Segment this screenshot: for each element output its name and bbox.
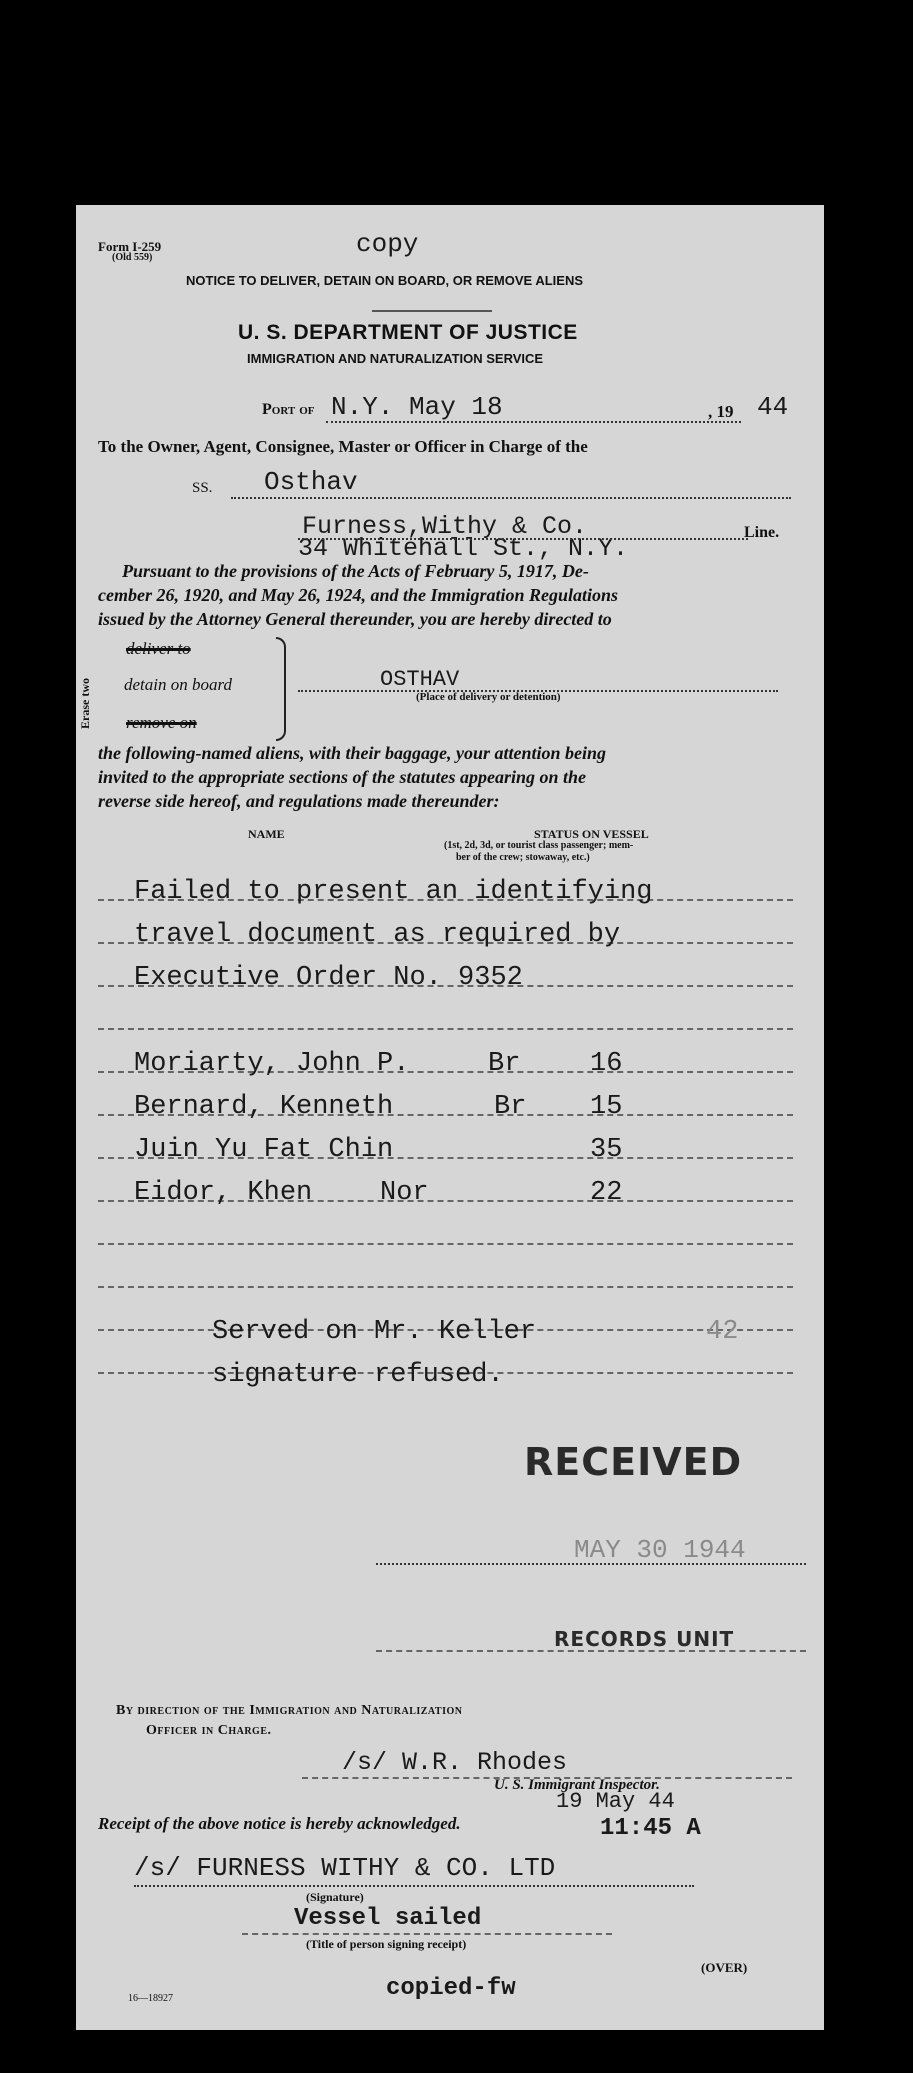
inspector-title: U. S. Immigrant Inspector. — [494, 1777, 660, 1793]
print-code: 16—18927 — [128, 1993, 173, 2004]
copied-by-note: copied-fw — [386, 1975, 516, 2002]
pursuant-text-3: issued by the Attorney General thereunder, you are hereby directed to — [98, 609, 612, 629]
erase-two-label: Erase two — [78, 678, 92, 729]
vessel-prefix: SS. — [192, 480, 213, 496]
alien-age: 22 — [590, 1178, 623, 1208]
alien-name: Juin Yu Fat Chin — [134, 1135, 394, 1165]
following-text-3: reverse side hereof, and regulations made thereunder: — [98, 791, 500, 811]
title-caption: (Title of person signing receipt) — [306, 1937, 467, 1951]
receipt-text: Receipt of the above notice is hereby acknowledged. — [98, 1814, 461, 1833]
authority-line-2: Officer in Charge. — [146, 1723, 272, 1738]
served-on-note: Served on Mr. Keller — [212, 1317, 537, 1347]
line-company: Furness,Withy & Co. — [302, 512, 588, 541]
reason-line-2: travel document as required by — [134, 920, 621, 950]
status-column-header: STATUS ON VESSEL — [534, 827, 649, 841]
year-value: 44 — [757, 392, 789, 422]
alien-name: Moriarty, John P. — [134, 1049, 410, 1079]
alien-age: 16 — [590, 1049, 623, 1079]
following-text-2: invited to the appropriate sections of the statutes appearing on the — [98, 767, 587, 787]
notice-form-page — [76, 205, 824, 2030]
following-text-1: the following-named aliens, with their baggage, your attention being — [98, 743, 607, 763]
line-address: 34 Whitehall St., N.Y. — [298, 534, 629, 563]
received-stamp-date: MAY 30 1944 — [574, 1535, 746, 1565]
port-label: Port of — [262, 401, 315, 418]
alien-age: 35 — [590, 1135, 623, 1165]
form-number: Form I-259 — [98, 239, 162, 254]
alien-name: Eidor, Khen — [134, 1178, 313, 1208]
over-indicator: (OVER) — [701, 1960, 748, 1975]
signature-refused-note: signature refused. — [212, 1360, 504, 1390]
department-title: U. S. DEPARTMENT OF JUSTICE — [238, 321, 578, 344]
service-title: IMMIGRATION AND NATURALIZATION SERVICE — [247, 351, 544, 366]
inspector-signature: /s/ W.R. Rhodes — [342, 1748, 568, 1777]
alien-nationality: Nor — [380, 1178, 429, 1208]
place-caption: (Place of delivery or detention) — [416, 691, 561, 703]
reason-line-1: Failed to present an identifying — [134, 877, 653, 907]
receipt-date: 19 May 44 — [556, 1789, 675, 1814]
line-label: Line. — [744, 524, 780, 541]
year-prefix: , 19 — [708, 402, 734, 421]
authority-line-1: By direction of the Immigration and Naturalization — [116, 1703, 463, 1718]
port-date-value: N.Y. May 18 — [331, 392, 503, 422]
reason-line-3: Executive Order No. 9352 — [134, 963, 523, 993]
pursuant-text-1: Pursuant to the provisions of the Acts of February 5, 1917, De- — [122, 561, 589, 581]
signature-caption: (Signature) — [306, 1890, 364, 1904]
status-note-2: ber of the crew; stowaway, etc.) — [456, 852, 590, 863]
option-remove: remove on — [126, 713, 197, 732]
notice-title: NOTICE TO DELIVER, DETAIN ON BOARD, OR REMOVE ALIENS — [186, 273, 584, 288]
place-value: OSTHAV — [380, 667, 460, 692]
receipt-title-value: Vessel sailed — [294, 1905, 482, 1932]
pursuant-text-2: cember 26, 1920, and May 26, 1924, and the Immigration Regulations — [98, 585, 619, 605]
received-stamp: RECEIVED — [524, 1440, 743, 1484]
alien-name: Bernard, Kenneth — [134, 1092, 394, 1122]
option-detain: detain on board — [124, 675, 232, 694]
old-form-number: (Old 559) — [112, 252, 153, 263]
addressee-line: To the Owner, Agent, Consignee, Master or Officer in Charge of the — [98, 437, 588, 456]
receipt-time: 11:45 A — [600, 1815, 701, 1842]
records-unit-stamp: RECORDS UNIT — [554, 1627, 735, 1651]
copy-mark: copy — [356, 229, 419, 259]
vessel-name: Osthav — [264, 467, 358, 497]
alien-nationality: Br — [488, 1049, 521, 1079]
option-deliver: deliver to — [126, 639, 191, 658]
status-note-1: (1st, 2d, 3d, or tourist class passenger; mem- — [444, 840, 634, 851]
alien-nationality: Br — [494, 1092, 527, 1122]
name-column-header: NAME — [248, 827, 285, 841]
alien-age: 15 — [590, 1092, 623, 1122]
faint-mark: 42 — [706, 1317, 739, 1347]
receipt-signature: /s/ FURNESS WITHY & CO. LTD — [134, 1853, 556, 1883]
